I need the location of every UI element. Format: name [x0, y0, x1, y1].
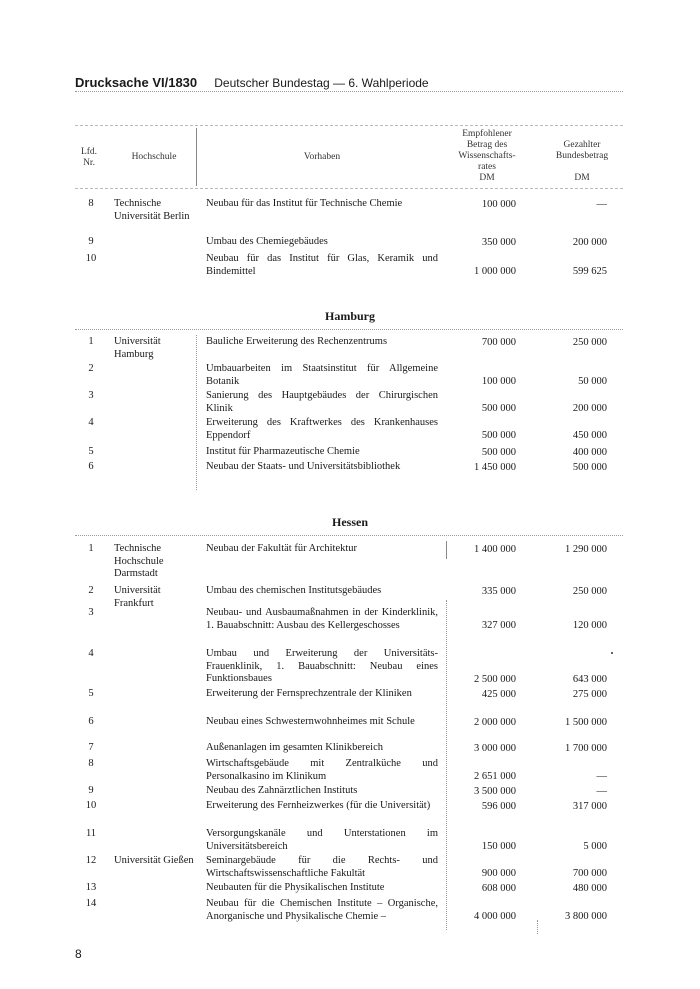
row-gezahlt: 200 000 [572, 237, 607, 248]
row-vorhaben: Neubau für das Institut für Glas, Keramik und Bindemittel [206, 253, 438, 277]
row-vorhaben: Neubau für das Institut für Technische Chemie [206, 198, 403, 209]
row-number: 8 [88, 198, 94, 209]
drucksache-number: Drucksache VI/1830 [75, 75, 198, 90]
row-empfohlen: 2 000 000 [474, 717, 516, 728]
hamburg-rule [75, 329, 623, 330]
hessen-col-mark-2 [446, 600, 447, 930]
row-hochschule: Universität Gießen [114, 855, 194, 866]
row-vorhaben: Institut für Pharmazeutische Chemie [206, 446, 360, 457]
row-gezahlt: 1 500 000 [565, 717, 607, 728]
row-number: 2 [88, 585, 94, 596]
row-vorhaben: Bauliche Erweiterung des Rechenzentrums [206, 336, 388, 347]
row-vorhaben: Außenanlagen im gesamten Klinikbereich [206, 742, 383, 753]
print-speck [611, 652, 613, 654]
row-number: 5 [88, 688, 94, 699]
row-gezahlt: — [596, 786, 607, 797]
row-empfohlen: 150 000 [481, 841, 516, 852]
row-empfohlen: 608 000 [481, 883, 516, 894]
row-empfohlen: 425 000 [481, 689, 516, 700]
row-gezahlt: 317 000 [572, 801, 607, 812]
row-gezahlt: 643 000 [572, 674, 607, 685]
row-gezahlt: 700 000 [572, 868, 607, 879]
row-number: 11 [85, 828, 97, 839]
row-number: 3 [88, 607, 94, 618]
row-vorhaben: Umbau des chemischen Institutsgebäudes [206, 585, 382, 596]
col-header-empfohlen-unit: DM [479, 173, 495, 183]
row-vorhaben: Erweiterung des Fernheizwerkes (für die Universität) [206, 800, 431, 811]
row-empfohlen: 4 000 000 [474, 911, 516, 922]
row-empfohlen: 327 000 [481, 620, 516, 631]
row-empfohlen: 3 500 000 [474, 786, 516, 797]
row-number: 3 [88, 390, 94, 401]
row-number: 10 [85, 800, 97, 811]
bundestag-period: Deutscher Bundestag — 6. Wahlperiode [214, 76, 429, 90]
row-number: 9 [88, 236, 94, 247]
row-vorhaben: Umbauarbeiten im Staatsinstitut für Allgemeine Botanik [206, 363, 438, 387]
row-gezahlt: 5 000 [583, 841, 607, 852]
row-number: 5 [88, 446, 94, 457]
row-vorhaben: Neubau- und Ausbaumaßnahmen in der Kinderklinik, 1. Bauabschnitt: Ausbau des Kellergeschosses [206, 607, 438, 631]
row-vorhaben: Umbau und Erweiterung der Universitäts-Frauenklinik, 1. Bauabschnitt: Neubau eines Funktionsbaues [206, 648, 438, 684]
header-divider [196, 128, 197, 186]
row-gezahlt: 450 000 [572, 430, 607, 441]
row-gezahlt: 1 700 000 [565, 743, 607, 754]
row-empfohlen: 900 000 [481, 868, 516, 879]
row-gezahlt: 50 000 [578, 376, 607, 387]
row-gezahlt: — [596, 199, 607, 210]
row-number: 6 [88, 716, 94, 727]
col-header-vorhaben: Vorhaben [303, 152, 341, 162]
row-empfohlen: 596 000 [481, 801, 516, 812]
col-header-gezahlt-unit: DM [574, 173, 590, 183]
row-gezahlt: 250 000 [572, 586, 607, 597]
row-vorhaben: Wirtschaftsgebäude mit Zentralküche und Personalkasino im Klinikum [206, 758, 438, 782]
table-top-rule [75, 125, 623, 126]
row-empfohlen: 350 000 [481, 237, 516, 248]
row-hochschule: Universität Hamburg [114, 336, 161, 360]
row-gezahlt: 250 000 [572, 337, 607, 348]
row-vorhaben: Umbau des Chemiegebäudes [206, 236, 328, 247]
table-head-rule [75, 188, 623, 189]
row-number: 13 [85, 882, 97, 893]
row-empfohlen: 335 000 [481, 586, 516, 597]
section-title-hamburg: Hamburg [324, 309, 375, 323]
row-gezahlt: 120 000 [572, 620, 607, 631]
row-number: 9 [88, 785, 94, 796]
row-vorhaben: Neubau der Fakultät für Architektur [206, 543, 358, 554]
row-empfohlen: 700 000 [481, 337, 516, 348]
row-empfohlen: 3 000 000 [474, 743, 516, 754]
row-vorhaben: Seminargebäude für die Rechts- und Wirtschaftswissenschaftliche Fakultät [206, 855, 438, 879]
col-header-gezahlt: Gezahlter Bundesbetrag [555, 140, 609, 161]
row-hochschule: Universität Frankfurt [114, 585, 161, 609]
row-number: 7 [88, 742, 94, 753]
row-number: 4 [88, 648, 94, 659]
row-vorhaben: Neubauten für die Physikalischen Institute [206, 882, 385, 893]
row-number: 4 [88, 417, 94, 428]
row-hochschule: Technische Universität Berlin [114, 198, 190, 222]
col-header-hochschule: Hochschule [131, 152, 177, 162]
row-vorhaben: Erweiterung des Kraftwerkes des Krankenhauses Eppendorf [206, 417, 438, 441]
page-number: 8 [75, 947, 82, 961]
row-gezahlt: 275 000 [572, 689, 607, 700]
row-empfohlen: 1 450 000 [474, 462, 516, 473]
row-gezahlt: 200 000 [572, 403, 607, 414]
hamburg-divider [196, 335, 197, 490]
row-number: 12 [85, 855, 97, 866]
col-header-lfd-nr: Lfd. Nr. [80, 147, 98, 168]
row-number: 1 [88, 543, 94, 554]
row-number: 1 [88, 336, 94, 347]
row-empfohlen: 100 000 [481, 199, 516, 210]
row-empfohlen: 500 000 [481, 403, 516, 414]
row-hochschule: Technische Hochschule Darmstadt [114, 543, 164, 579]
row-gezahlt: 500 000 [572, 462, 607, 473]
row-empfohlen: 1 400 000 [474, 544, 516, 555]
row-empfohlen: 2 500 000 [474, 674, 516, 685]
row-number: 8 [88, 758, 94, 769]
row-vorhaben: Neubau des Zahnärztlichen Instituts [206, 785, 358, 796]
row-gezahlt: 3 800 000 [565, 911, 607, 922]
header-rule [75, 91, 623, 92]
col-header-empfohlen: Empfohlener Betrag des Wissenschafts- rates [458, 129, 516, 172]
row-gezahlt: 400 000 [572, 447, 607, 458]
row-number: 14 [85, 898, 97, 909]
hessen-rule [75, 535, 623, 536]
row-vorhaben: Erweiterung der Fernsprechzentrale der Kliniken [206, 688, 412, 699]
row-vorhaben: Neubau der Staats- und Universitätsbibliothek [206, 461, 401, 472]
row-vorhaben: Neubau eines Schwesternwohnheimes mit Schule [206, 716, 415, 727]
row-empfohlen: 500 000 [481, 430, 516, 441]
row-empfohlen: 2 651 000 [474, 771, 516, 782]
row-empfohlen: 100 000 [481, 376, 516, 387]
row-vorhaben: Neubau für die Chemischen Institute – Organische, Anorganische und Physikalische Chemie – [206, 898, 438, 922]
row-gezahlt: — [596, 771, 607, 782]
row-vorhaben: Sanierung des Hauptgebäudes der Chirurgischen Klinik [206, 390, 438, 414]
row-number: 10 [85, 253, 97, 264]
row-number: 6 [88, 461, 94, 472]
page-header [75, 75, 429, 91]
row-vorhaben: Versorgungskanäle und Unterstationen im Universitätsbereich [206, 828, 438, 852]
row-empfohlen: 1 000 000 [474, 266, 516, 277]
row-empfohlen: 500 000 [481, 447, 516, 458]
section-title-hessen: Hessen [332, 515, 368, 529]
row-gezahlt: 599 625 [572, 266, 607, 277]
row-number: 2 [88, 363, 94, 374]
row-gezahlt: 480 000 [572, 883, 607, 894]
row-gezahlt: 1 290 000 [565, 544, 607, 555]
